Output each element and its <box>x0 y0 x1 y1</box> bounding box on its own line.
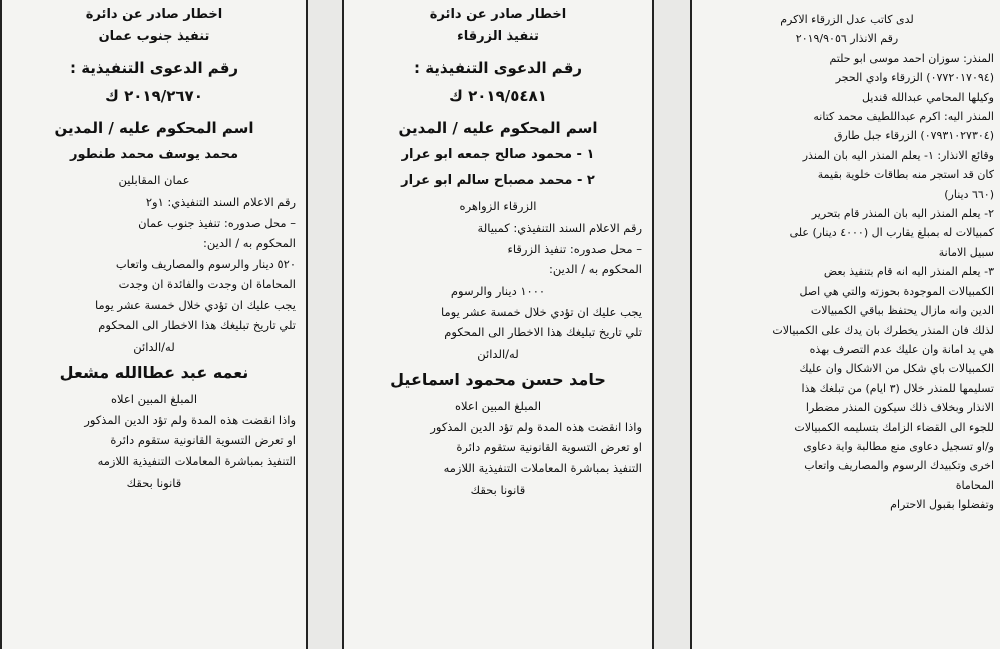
case-number-label: رقم الدعوى التنفيذية : <box>69 59 239 77</box>
debtor-name: محمد يوسف محمد طنطور <box>69 147 238 162</box>
judged-for-label: المحكوم به / الدين: <box>549 262 642 276</box>
creditor-name: نعمه عبد عطاالله مشعل <box>59 362 249 382</box>
notice-number: رقم الانذار ٢٠١٩/٩٠٥٦ <box>795 32 899 46</box>
notice-text-line: المنذر اليه: اكرم عبداللطيف محمد كتانه <box>813 110 994 124</box>
amount-line-2: المحاماة ان وجدت والفائدة ان وجدت <box>118 277 296 291</box>
notice-text-line: الكمبيالات باي شكل من الاشكال وان عليك <box>799 362 994 376</box>
debtor-name-1: ١ - محمود صالح جمعه ابو عرار <box>401 147 595 162</box>
creditor-label: له/الدائن <box>133 339 175 354</box>
debtor-address: الزرقاء الزواهره <box>459 199 537 213</box>
notice-text-line: هي يد امانة وان عليك عدم التصرف بهذه <box>809 342 994 356</box>
warning-line-1: واذا انقضت هذه المدة ولم تؤد الدين المذكور <box>430 419 642 434</box>
warning-line-2: او تعرض التسوية القانونية ستقوم دائرة <box>110 433 296 447</box>
pay-line-1: يجب عليك ان تؤدي خلال خمسة عشر يوما <box>440 304 642 319</box>
notice-text-line: لذلك فان المنذر يخطرك بان يدك على الكمبيالات <box>772 323 994 337</box>
amount-line: ١٠٠٠ دينار والرسوم <box>450 283 546 298</box>
notice-text-line: وكيلها المحامي عبدالله قنديل <box>861 90 994 104</box>
notice-text-line: (٠٧٧٢٠١٧٠٩٤) الزرقاء وادي الحجر <box>835 71 994 85</box>
notice-text-line: الدين وانه مازال يحتفظ بباقي الكمبيالات <box>810 304 994 318</box>
notary-address: لدى كاتب عدل الزرقاء الاكرم <box>780 13 914 26</box>
notice-text-line: الكمبيالات الموجودة بحوزته والتي هي اصل <box>799 284 994 298</box>
warning-line-3: التنفيذ بمباشرة المعاملات التنفيذية اللازمه <box>443 460 642 475</box>
warning-line-1: واذا انقضت هذه المدة ولم تؤد الدين المذكور <box>84 412 296 427</box>
notice-text-line: كمبيالات له بمبلغ يقارب ال (٤٠٠٠ دينار) على <box>789 226 994 240</box>
notice-text-line: للجوء الى القضاء الزامك بتسليمه الكمبيالات <box>794 420 994 434</box>
department-name: تنفيذ جنوب عمان <box>98 29 210 44</box>
notice-text-line: الانذار وبخلاف ذلك سيكون المنذر مضطرا <box>805 401 994 415</box>
amount-line: ٥٢٠ دينار والرسوم والمصاريف واتعاب <box>115 256 296 271</box>
closing-line: قانونا بحقك <box>126 476 182 490</box>
notice-right <box>690 0 1000 649</box>
debtor-address: عمان المقابلين <box>118 173 190 187</box>
notice-heading: اخطار صادر عن دائرة <box>85 7 223 22</box>
issued-at: – محل صدوره: تنفيذ الزرقاء <box>507 241 642 256</box>
notice-text-line: اخرى وتكبيدك الرسوم والمصاريف واتعاب <box>804 459 994 473</box>
notice-heading: اخطار صادر عن دائرة <box>429 7 567 22</box>
instrument-number: رقم الاعلام السند التنفيذي: كمبيالة <box>477 221 642 235</box>
amount-reference: المبلغ المبين اعلاه <box>110 391 198 406</box>
closing-line: قانونا بحقك <box>470 483 526 497</box>
creditor-label: له/الدائن <box>477 346 519 361</box>
case-number-label: رقم الدعوى التنفيذية : <box>413 59 583 77</box>
department-name: تنفيذ الزرقاء <box>457 29 539 44</box>
notice-text-line: تسليمها للمنذر خلال (٣ ايام) من تبلغك هذا <box>801 381 994 395</box>
notice-text-line: وقائع الانذار: ١- يعلم المنذر اليه بان المنذر <box>802 148 994 162</box>
creditor-name: حامد حسن محمود اسماعيل <box>390 369 606 389</box>
notice-left <box>0 0 308 649</box>
debtor-label: اسم المحكوم عليه / المدين <box>54 119 254 137</box>
notice-text-line: و/او تسجيل دعاوى منع مطالبة واية دعاوى <box>803 439 994 453</box>
notice-closing: وتفضلوا بقبول الاحترام <box>890 498 994 512</box>
case-number: ٢٠١٩/٢٦٧٠ ك <box>105 87 203 105</box>
notice-right-body <box>692 10 1000 515</box>
notice-middle <box>342 0 654 649</box>
notice-text-line: كان قد استجر منه بطاقات خلوية بقيمة <box>817 168 994 182</box>
notice-text-line: المحاماة <box>955 478 994 492</box>
debtor-label: اسم المحكوم عليه / المدين <box>398 119 598 137</box>
warning-line-2: او تعرض التسوية القانونية ستقوم دائرة <box>456 440 642 454</box>
notice-text-line: ٣- يعلم المنذر اليه انه قام بتنفيذ بعض <box>823 265 994 279</box>
notice-text-line: سبيل الامانة <box>938 245 994 259</box>
notice-text-line: المنذر: سوزان احمد موسى ابو حلتم <box>829 51 994 65</box>
pay-line-1: يجب عليك ان تؤدي خلال خمسة عشر يوما <box>94 297 296 312</box>
notice-text-line: (٦٦٠ دينار) <box>944 187 994 201</box>
instrument-number: رقم الاعلام السند التنفيذي: ١و٢ <box>145 195 296 209</box>
amount-reference: المبلغ المبين اعلاه <box>454 398 542 413</box>
case-number: ٢٠١٩/٥٤٨١ ك <box>449 87 547 105</box>
debtor-name-2: ٢ - محمد مصباح سالم ابو عرار <box>401 173 595 188</box>
issued-at: – محل صدوره: تنفيذ جنوب عمان <box>138 215 296 230</box>
notice-text-line: (٠٧٩٣١٠٢٧٣٠٤) الزرقاء جبل طارق <box>833 129 994 143</box>
judged-for-label: المحكوم به / الدين: <box>203 236 296 250</box>
pay-line-2: تلي تاريخ تبليغك هذا الاخطار الى المحكوم <box>98 318 296 332</box>
warning-line-3: التنفيذ بمباشرة المعاملات التنفيذية اللازمه <box>97 453 296 468</box>
notice-text-line: ٢- يعلم المنذر اليه بان المنذر قام بتحرير <box>811 207 994 221</box>
pay-line-2: تلي تاريخ تبليغك هذا الاخطار الى المحكوم <box>444 325 642 339</box>
